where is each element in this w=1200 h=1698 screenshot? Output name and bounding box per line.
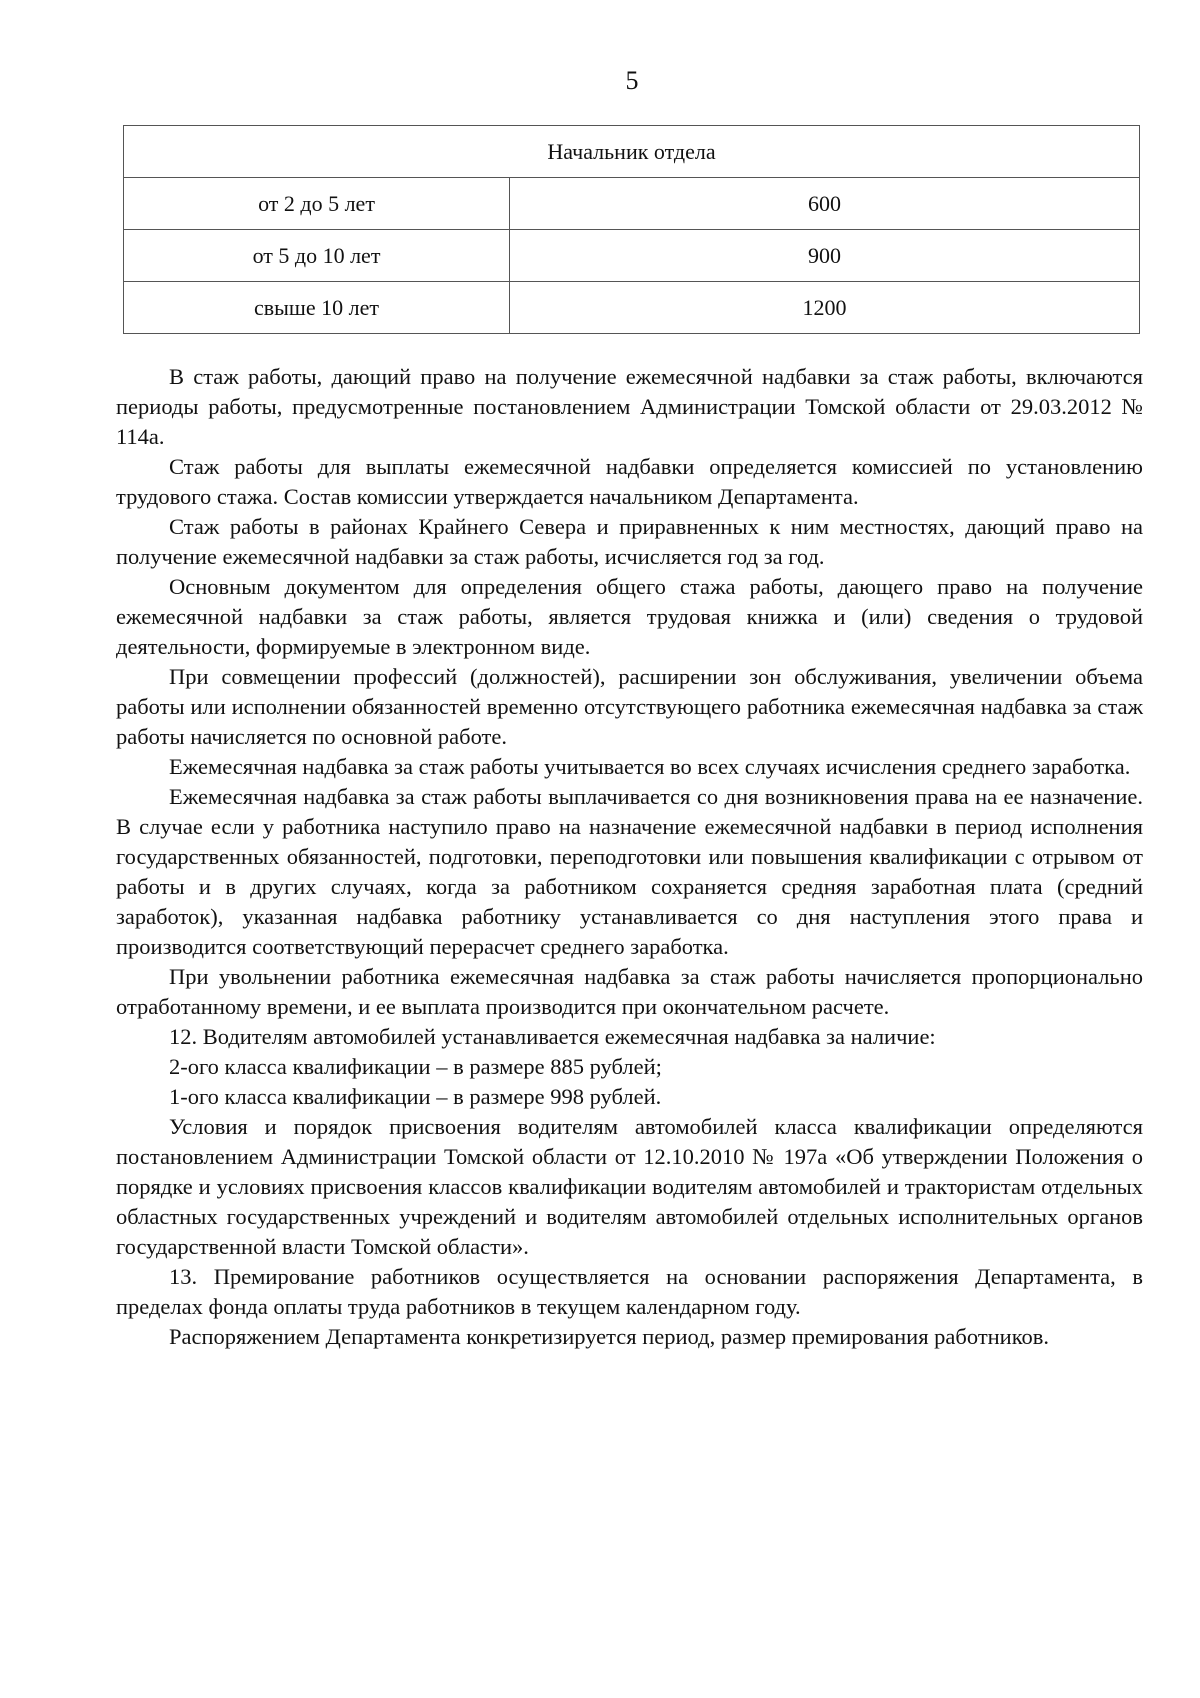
table-header-cell: Начальник отдела (124, 126, 1140, 178)
paragraph: Стаж работы в районах Крайнего Севера и приравненных к ним местностях, дающий право на получение ежемесячной надбавки за стаж работы, исчисляется год за год. (116, 514, 1143, 569)
paragraph: Ежемесячная надбавка за стаж работы выплачивается со дня возникновения права на ее назначение. В случае если у работника наступило право на назначение ежемесячной надбавки в период исполнения государственных обязанностей, подготовки, переподготовки или повышения квалификации с отрывом от работы и в других случаях, когда за работником сохраняется средняя заработная плата (средний заработок), указанная надбавка работнику устанавливается со дня наступления этого права и производится соответствующий перерасчет среднего заработка. (116, 784, 1143, 959)
paragraph: Ежемесячная надбавка за стаж работы учитывается во всех случаях исчисления среднего заработка. (169, 754, 1131, 779)
paragraph: При совмещении профессий (должностей), расширении зон обслуживания, увеличении объема работы или исполнении обязанностей временно отсутствующего работника ежемесячная надбавка за стаж работы начисляется по основной работе. (116, 664, 1143, 749)
paragraph: В стаж работы, дающий право на получение ежемесячной надбавки за стаж работы, включаются периоды работы, предусмотренные постановлением Администрации Томской области от 29.03.2012 № 114а. (116, 364, 1143, 449)
paragraph: 2-ого класса квалификации – в размере 885 рублей; (169, 1054, 662, 1079)
amount-cell: 900 (510, 230, 1140, 282)
table-header-row (124, 126, 1140, 178)
allowance-table (123, 125, 1140, 334)
paragraph: Стаж работы для выплаты ежемесячной надбавки определяется комиссией по установлению трудового стажа. Состав комиссии утверждается начальником Департамента. (116, 454, 1143, 509)
experience-cell: от 5 до 10 лет (124, 230, 510, 282)
amount-cell: 600 (510, 178, 1140, 230)
table-row (124, 230, 1140, 282)
paragraph: 13. Премирование работников осуществляется на основании распоряжения Департамента, в пределах фонда оплаты труда работников в текущем календарном году. (116, 1264, 1143, 1319)
paragraph: Распоряжением Департамента конкретизируется период, размер премирования работников. (169, 1324, 1050, 1349)
paragraph: Основным документом для определения общего стажа работы, дающего право на получение ежемесячной надбавки за стаж работы, является трудовая книжка и (или) сведения о трудовой деятельности, формируемые в электронном виде. (116, 574, 1143, 659)
paragraph: Условия и порядок присвоения водителям автомобилей класса квалификации определяются постановлением Администрации Томской области от 12.10.2010 № 197а «Об утверждении Положения о порядке и условиях присвоения классов квалификации водителям автомобилей и трактористам отдельных областных государственных учреждений и водителям автомобилей отдельных исполнительных органов государственной власти Томской области». (116, 1114, 1143, 1259)
amount-cell: 1200 (510, 282, 1140, 334)
experience-cell: свыше 10 лет (124, 282, 510, 334)
paragraph: 1-ого класса квалификации – в размере 998 рублей. (169, 1084, 662, 1109)
table-row (124, 282, 1140, 334)
page-number: 5 (625, 66, 639, 95)
table-row (124, 178, 1140, 230)
paragraph: При увольнении работника ежемесячная надбавка за стаж работы начисляется пропорционально отработанному времени, и ее выплата производится при окончательном расчете. (116, 964, 1143, 1019)
document-body (116, 362, 1143, 1352)
paragraph: 12. Водителям автомобилей устанавливается ежемесячная надбавка за наличие: (169, 1024, 936, 1049)
experience-cell: от 2 до 5 лет (124, 178, 510, 230)
